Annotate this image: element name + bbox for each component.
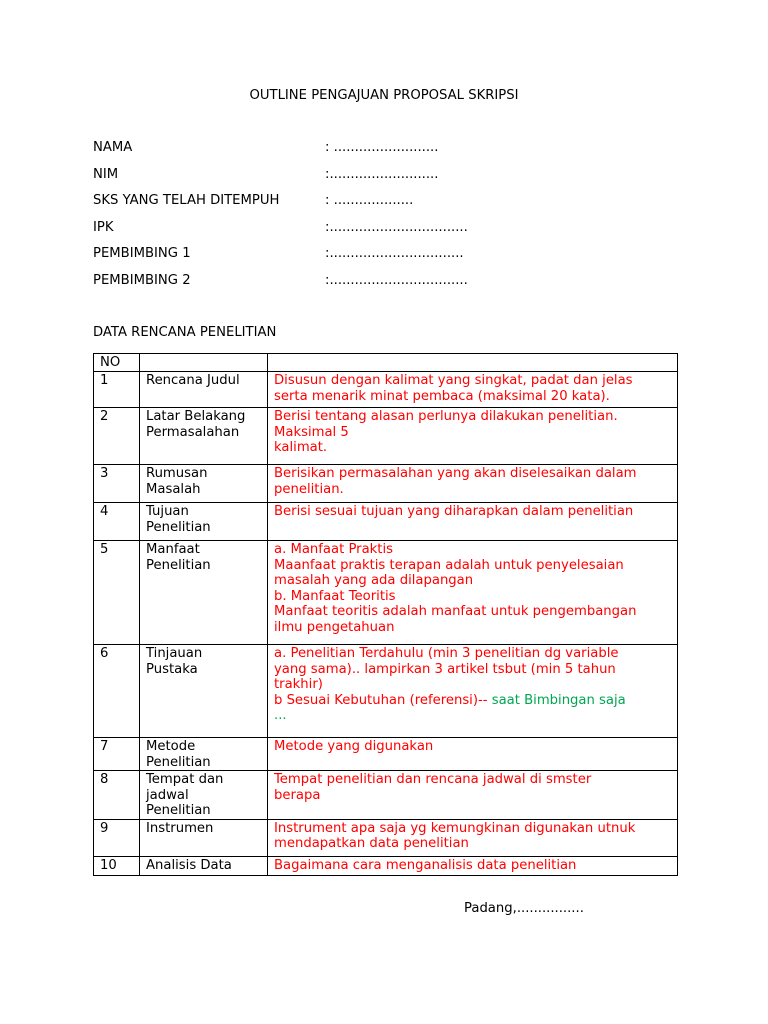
desc-line: trakhir)	[274, 677, 323, 692]
row-item	[140, 541, 268, 645]
table-row	[94, 372, 678, 408]
desc-line: Berisi sesuai tujuan yang diharapkan dalam penelitian	[274, 504, 634, 519]
table-header-row	[94, 354, 678, 372]
desc-line: Bagaimana cara menganalisis data penelitian	[274, 857, 577, 873]
row-no: 5	[94, 541, 140, 645]
field-label-nim: NIM	[93, 167, 119, 182]
row-desc	[268, 771, 678, 820]
row-desc	[268, 738, 678, 771]
desc-line: Maksimal 5	[274, 424, 349, 440]
desc-line: Berisikan permasalahan yang akan diselesaikan dalam	[274, 466, 637, 481]
row-desc	[268, 541, 678, 645]
row-item	[140, 372, 268, 408]
row-item	[140, 503, 268, 541]
row-item	[140, 771, 268, 820]
item-line: Tempat dan	[146, 772, 224, 787]
row-desc	[268, 408, 678, 465]
desc-green-part: saat Bimbingan saja	[487, 692, 626, 708]
item-line: Masalah	[146, 481, 201, 497]
desc-line: Berisi tentang alasan perlunya dilakukan penelitian.	[274, 409, 618, 424]
desc-line: yang sama).. lampirkan 3 artikel tsbut (min 5 tahun	[274, 661, 616, 677]
desc-line: b. Manfaat Teoritis	[274, 588, 396, 604]
row-no: 7	[94, 738, 140, 771]
item-line: Penelitian	[146, 754, 211, 770]
row-desc	[268, 856, 678, 875]
row-desc	[268, 819, 678, 856]
field-value-sks: : ...................	[325, 193, 414, 208]
row-no: 6	[94, 645, 140, 738]
row-item	[140, 408, 268, 465]
table-row	[94, 856, 678, 875]
desc-line: Disusun dengan kalimat yang singkat, padat dan jelas	[274, 373, 633, 388]
desc-line: Manfaat teoritis adalah manfaat untuk pengembangan	[274, 604, 637, 619]
row-no: 9	[94, 819, 140, 856]
desc-line: Tempat penelitian dan rencana jadwal di smster	[274, 772, 592, 787]
table-row	[94, 465, 678, 503]
field-label-pembimbing-2: PEMBIMBING 2	[93, 273, 191, 288]
row-no: 1	[94, 372, 140, 408]
row-no: 3	[94, 465, 140, 503]
header-item	[140, 354, 268, 372]
desc-line: Instrument apa saja yg kemungkinan digunakan utnuk	[274, 820, 636, 836]
row-desc	[268, 372, 678, 408]
table-row	[94, 771, 678, 820]
row-no: 8	[94, 771, 140, 820]
desc-line: ilmu pengetahuan	[274, 619, 395, 635]
row-desc	[268, 503, 678, 541]
row-desc	[268, 645, 678, 738]
field-value-pembimbing-1: :................................	[325, 246, 464, 261]
table-row	[94, 541, 678, 645]
desc-line: a. Penelitian Terdahulu (min 3 penelitian dg variable	[274, 646, 619, 661]
row-item	[140, 645, 268, 738]
item-line: Metode	[146, 739, 196, 754]
item-line: Pustaka	[146, 661, 198, 677]
header-desc	[268, 354, 678, 372]
table-row	[94, 645, 678, 738]
table-row	[94, 738, 678, 771]
field-value-nama: : .........................	[325, 140, 439, 155]
item-line: Rumusan	[146, 466, 208, 481]
item-line: Permasalahan	[146, 424, 240, 440]
row-no: 10	[94, 856, 140, 875]
row-desc	[268, 465, 678, 503]
item-line: Latar Belakang	[146, 409, 246, 424]
item-line: Instrumen	[146, 820, 214, 836]
field-value-pembimbing-2: :.................................	[325, 273, 468, 288]
desc-line: berapa	[274, 787, 321, 803]
item-line: Penelitian	[146, 519, 211, 535]
field-value-nim: :..........................	[325, 167, 439, 182]
item-line: Analisis Data	[146, 857, 232, 873]
desc-red-part: b Sesuai Kebutuhan (referensi)--	[274, 692, 488, 708]
row-item	[140, 465, 268, 503]
desc-line: masalah yang ada dilapangan	[274, 573, 474, 588]
item-line: Penelitian	[146, 803, 211, 818]
item-line: Tinjauan	[146, 646, 203, 661]
field-label-pembimbing-1: PEMBIMBING 1	[93, 246, 191, 261]
field-label-sks: SKS YANG TELAH DITEMPUH	[93, 193, 280, 208]
field-value-ipk: :.................................	[325, 220, 468, 235]
desc-line: penelitian.	[274, 481, 344, 497]
field-label-ipk: IPK	[93, 220, 114, 235]
row-no: 2	[94, 408, 140, 465]
desc-line: serta menarik minat pembaca (maksimal 20 kata).	[274, 388, 610, 404]
field-label-nama: NAMA	[93, 140, 133, 155]
research-plan-table	[93, 353, 678, 876]
desc-line: Maanfaat praktis terapan adalah untuk penyelesaian	[274, 557, 624, 573]
place-date-line: Padang,................	[464, 901, 584, 916]
page-title: OUTLINE PENGAJUAN PROPOSAL SKRIPSI	[249, 88, 519, 103]
section-title: DATA RENCANA PENELITIAN	[93, 325, 277, 340]
desc-line: kalimat.	[274, 440, 328, 455]
row-item	[140, 856, 268, 875]
desc-line-mixed	[274, 693, 671, 709]
table-row	[94, 408, 678, 465]
item-line: Tujuan	[146, 504, 189, 519]
desc-line: Metode yang digunakan	[274, 739, 434, 754]
item-line: Penelitian	[146, 557, 211, 573]
desc-line: mendapatkan data penelitian	[274, 836, 469, 851]
header-no: NO	[94, 354, 140, 372]
row-item	[140, 738, 268, 771]
item-line: Manfaat	[146, 542, 200, 557]
table-row	[94, 503, 678, 541]
desc-line: a. Manfaat Praktis	[274, 542, 394, 557]
row-item	[140, 819, 268, 856]
item-line: jadwal	[146, 787, 189, 803]
row-no: 4	[94, 503, 140, 541]
table-row	[94, 819, 678, 856]
item-line: Rencana Judul	[146, 373, 240, 388]
desc-green-end: ...	[274, 708, 287, 723]
